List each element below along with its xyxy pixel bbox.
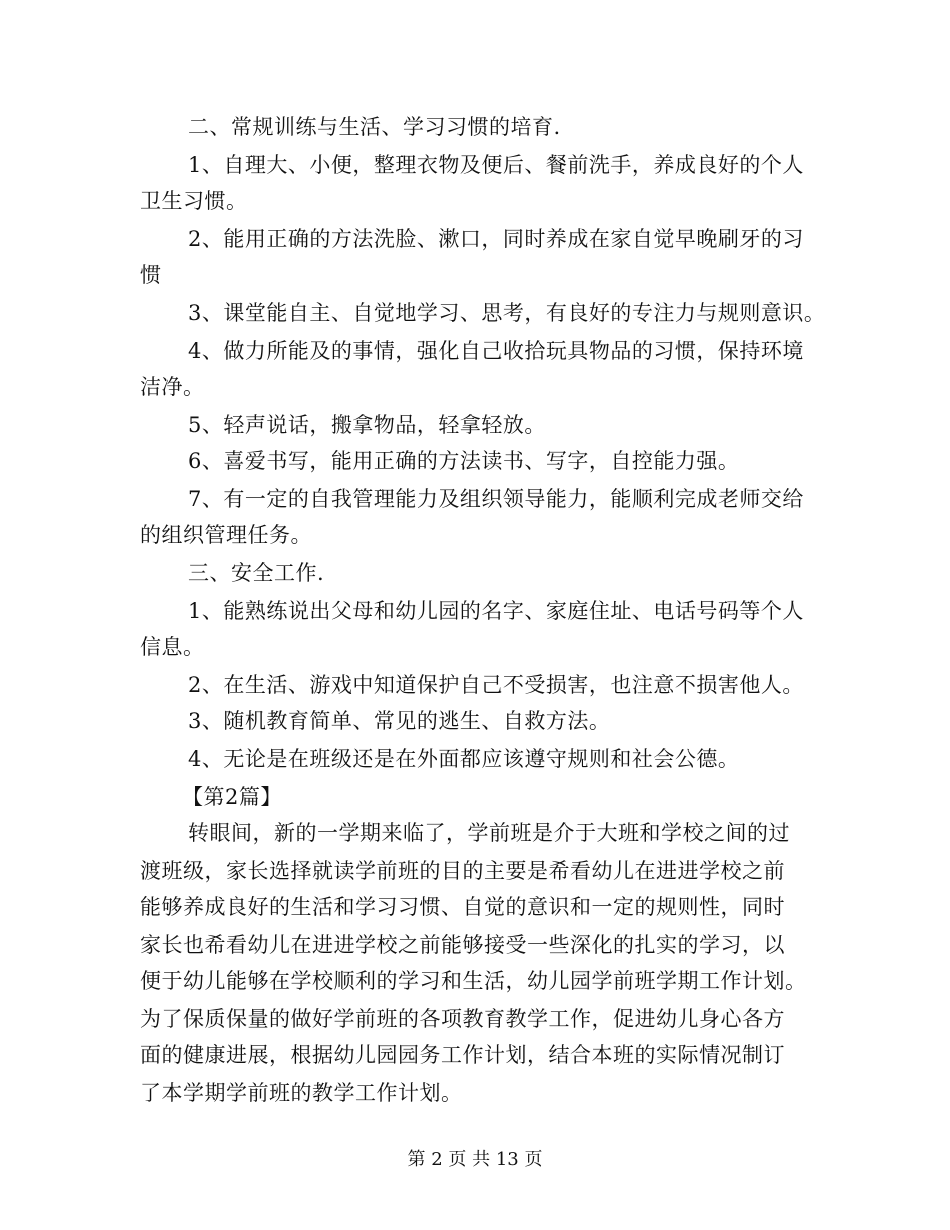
paragraph-line: 4、无论是在班级还是在外面都应该遵守规则和社会公德。	[188, 747, 740, 771]
paragraph-line: 1、能熟练说出父母和幼儿园的名字、家庭住址、电话号码等个人	[188, 599, 804, 623]
paragraph-line: 2、在生活、游戏中知道保护自己不受损害，也注意不损害他人。	[188, 673, 804, 697]
paragraph-line: 7、有一定的自我管理能力及组织领导能力，能顺利完成老师交给	[188, 487, 804, 511]
paragraph-line: 便于幼儿能够在学校顺利的学习和生活，幼儿园学前班学期工作计划。	[140, 969, 807, 993]
chapter-heading: 【第2篇】	[182, 785, 282, 809]
paragraph-line: 惯	[140, 263, 162, 287]
paragraph-line: 转眼间，新的一学期来临了，学前班是介于大班和学校之间的过	[188, 821, 790, 845]
paragraph-line: 了本学期学前班的教学工作计划。	[140, 1081, 463, 1105]
paragraph-line: 5、轻声说话，搬拿物品，轻拿轻放。	[188, 413, 546, 437]
paragraph-line: 6、喜爱书写，能用正确的方法读书、写字，自控能力强。	[188, 449, 740, 473]
paragraph-line: 家长也希看幼儿在进进学校之前能够接受一些深化的扎实的学习，以	[140, 933, 785, 957]
section-heading: 三、安全工作.	[188, 561, 325, 585]
paragraph-line: 为了保质保量的做好学前班的各项教育教学工作，促进幼儿身心各方	[140, 1007, 785, 1031]
paragraph-line: 1、自理大、小便，整理衣物及便后、餐前洗手，养成良好的个人	[188, 153, 804, 177]
paragraph-line: 的组织管理任务。	[140, 523, 312, 547]
paragraph-line: 信息。	[140, 635, 205, 659]
section-heading: 二、常规训练与生活、学习习惯的培育.	[188, 115, 561, 139]
paragraph-line: 能够养成良好的生活和学习习惯、自觉的意识和一定的规则性，同时	[140, 895, 785, 919]
paragraph-line: 渡班级，家长选择就读学前班的目的主要是希看幼儿在进进学校之前	[140, 859, 785, 883]
paragraph-line: 面的健康进展，根据幼儿园园务工作计划，结合本班的实际情况制订	[140, 1043, 785, 1067]
paragraph-line: 卫生习惯。	[140, 189, 248, 213]
paragraph-line: 洁净。	[140, 375, 205, 399]
paragraph-line: 3、随机教育简单、常见的逃生、自救方法。	[188, 709, 611, 733]
paragraph-line: 2、能用正确的方法洗脸、漱口，同时养成在家自觉早晚刷牙的习	[188, 227, 804, 251]
page-number-footer: 第 2 页 共 13 页	[407, 1149, 543, 1170]
paragraph-line: 4、做力所能及的事情，强化自己收拾玩具物品的习惯，保持环境	[188, 339, 804, 363]
paragraph-line: 3、课堂能自主、自觉地学习、思考，有良好的专注力与规则意识。	[188, 301, 826, 325]
